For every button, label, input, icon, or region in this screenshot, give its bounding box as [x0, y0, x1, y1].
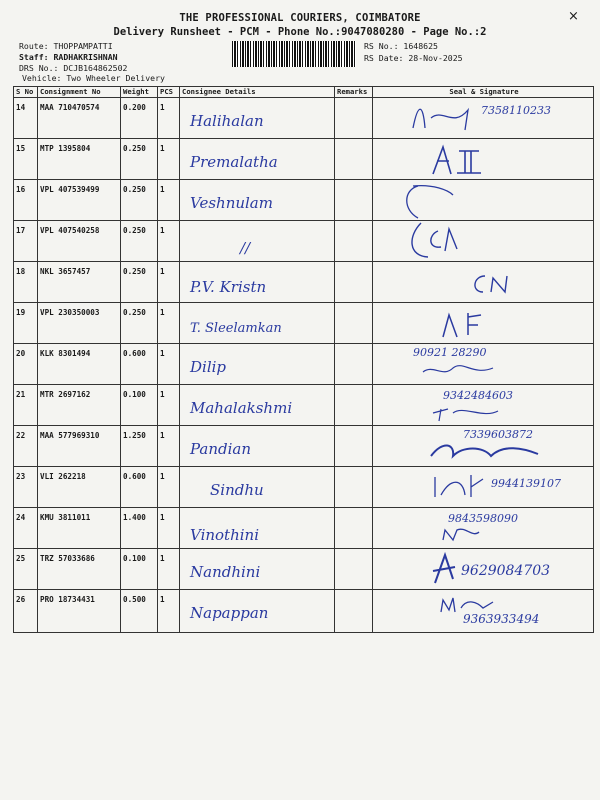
signature-scribble: [373, 139, 593, 179]
remarks-cell: [335, 262, 373, 303]
signature-phone: 9944139107: [491, 477, 561, 490]
pcs-cell: 1: [160, 349, 165, 358]
sno-cell: 19: [16, 308, 26, 317]
signature-cell: [373, 426, 593, 466]
consignment-cell: MTR 2697162: [40, 390, 91, 399]
pcs-cell: 1: [160, 103, 165, 112]
signature-cell: [373, 180, 593, 220]
table-row: [14, 590, 594, 633]
consignee-handwriting: Sindhu: [210, 481, 264, 499]
table-row: [14, 385, 594, 426]
weight-cell: 0.250: [123, 144, 146, 153]
weight-cell: 0.250: [123, 308, 146, 317]
table-row: [14, 180, 594, 221]
remarks-cell: [335, 426, 373, 467]
signature-scribble: [373, 180, 593, 220]
sno-cell: 20: [16, 349, 26, 358]
pcs-cell: 1: [160, 554, 165, 563]
pcs-cell: 1: [160, 595, 165, 604]
staff-label: Staff: RADHAKRISHNAN: [19, 52, 118, 62]
table-row: [14, 549, 594, 590]
pcs-cell: 1: [160, 390, 165, 399]
table-row: [14, 262, 594, 303]
col-header-sno: S No: [14, 87, 38, 98]
consignment-cell: PRO 18734431: [40, 595, 95, 604]
consignment-cell: VPL 407539499: [40, 185, 100, 194]
weight-cell: 0.250: [123, 226, 146, 235]
table-row: [14, 508, 594, 549]
consignee-handwriting: Mahalakshmi: [190, 399, 293, 417]
weight-cell: 0.250: [123, 267, 146, 276]
weight-cell: 0.100: [123, 554, 146, 563]
remarks-cell: [335, 467, 373, 508]
signature-scribble: [373, 303, 593, 343]
barcode-image: [232, 41, 356, 67]
remarks-cell: [335, 303, 373, 344]
remarks-cell: [335, 508, 373, 549]
sno-cell: 22: [16, 431, 26, 440]
signature-cell: [373, 590, 593, 632]
weight-cell: 0.250: [123, 185, 146, 194]
signature-phone: 9363933494: [463, 612, 540, 626]
consignment-cell: MAA 577969310: [40, 431, 100, 440]
pcs-cell: 1: [160, 226, 165, 235]
document-title: THE PROFESSIONAL COURIERS, COIMBATORE: [179, 12, 421, 24]
rs-date: RS Date: 28-Nov-2025: [364, 53, 463, 63]
signature-scribble: [373, 262, 593, 302]
col-header-remarks: Remarks: [335, 87, 373, 98]
remarks-cell: [335, 385, 373, 426]
table-row: [14, 426, 594, 467]
consignee-handwriting: Pandian: [190, 440, 252, 458]
sno-cell: 17: [16, 226, 26, 235]
sno-cell: 25: [16, 554, 26, 563]
runsheet-table: [13, 86, 594, 633]
table-row: [14, 139, 594, 180]
remarks-cell: [335, 549, 373, 590]
col-header-consignment: Consignment No: [38, 87, 121, 98]
consignment-cell: MTP 1395804: [40, 144, 91, 153]
col-header-weight: Weight: [121, 87, 158, 98]
consignment-cell: MAA 710470574: [40, 103, 100, 112]
consignee-handwriting: Nandhini: [190, 563, 261, 581]
table-row: [14, 221, 594, 262]
consignment-cell: VPL 230350003: [40, 308, 100, 317]
signature-cell: [373, 303, 593, 343]
signature-scribble: [373, 221, 593, 261]
sno-cell: 15: [16, 144, 26, 153]
col-header-consignee: Consignee Details: [180, 87, 335, 98]
signature-cell: [373, 508, 593, 548]
table-row: [14, 98, 594, 139]
table-row: [14, 344, 594, 385]
consignment-cell: TRZ 57033686: [40, 554, 95, 563]
pcs-cell: 1: [160, 308, 165, 317]
signature-cell: [373, 98, 593, 138]
signature-cell: [373, 385, 593, 425]
drs-label: DRS No.: DCJB164862502: [19, 63, 128, 73]
signature-phone: 9843598090: [448, 512, 518, 525]
pcs-cell: 1: [160, 185, 165, 194]
sno-cell: 18: [16, 267, 26, 276]
signature-cell: [373, 467, 593, 507]
consignment-cell: VLI 262218: [40, 472, 86, 481]
close-icon[interactable]: ×: [568, 9, 579, 24]
signature-phone: 7358110233: [481, 104, 551, 117]
weight-cell: 0.600: [123, 472, 146, 481]
consignee-handwriting: Halihalan: [190, 112, 264, 130]
signature-cell: [373, 549, 593, 589]
remarks-cell: [335, 139, 373, 180]
signature-cell: [373, 344, 593, 384]
table-header-row: [14, 87, 594, 98]
signature-cell: [373, 221, 593, 261]
weight-cell: 1.250: [123, 431, 146, 440]
rs-number: RS No.: 1648625: [364, 41, 438, 51]
consignment-cell: NKL 3657457: [40, 267, 91, 276]
consignee-handwriting: Veshnulam: [190, 194, 273, 212]
pcs-cell: 1: [160, 513, 165, 522]
consignee-handwriting: P.V. Kristn: [190, 278, 267, 296]
pcs-cell: 1: [160, 472, 165, 481]
sno-cell: 26: [16, 595, 26, 604]
sno-cell: 24: [16, 513, 26, 522]
remarks-cell: [335, 221, 373, 262]
vehicle-label: Vehicle: Two Wheeler Delivery: [22, 73, 165, 83]
pcs-cell: 1: [160, 267, 165, 276]
weight-cell: 0.500: [123, 595, 146, 604]
col-header-pcs: PCS: [158, 87, 180, 98]
pcs-cell: 1: [160, 144, 165, 153]
consignee-handwriting: Dilip: [190, 358, 227, 376]
signature-cell: [373, 262, 593, 302]
signature-cell: [373, 139, 593, 179]
table-row: [14, 467, 594, 508]
sno-cell: 16: [16, 185, 26, 194]
signature-phone: 9629084703: [461, 563, 551, 579]
weight-cell: 0.100: [123, 390, 146, 399]
remarks-cell: [335, 180, 373, 221]
pcs-cell: 1: [160, 431, 165, 440]
sno-cell: 23: [16, 472, 26, 481]
consignee-handwriting: Premalatha: [190, 153, 278, 171]
runsheet-subtitle: Delivery Runsheet - PCM - Phone No.:9047080280 - Page No.:2: [113, 26, 487, 38]
consignment-cell: KLK 8301494: [40, 349, 91, 358]
consignment-cell: KMU 3811011: [40, 513, 91, 522]
consignee-handwriting: T. Sleelamkan: [190, 321, 282, 336]
signature-phone: 7339603872: [463, 428, 533, 441]
remarks-cell: [335, 590, 373, 633]
col-header-signature: Seal & Signature: [373, 87, 594, 98]
consignee-handwriting: Napappan: [190, 604, 269, 622]
sno-cell: 21: [16, 390, 26, 399]
weight-cell: 1.400: [123, 513, 146, 522]
weight-cell: 0.600: [123, 349, 146, 358]
remarks-cell: [335, 344, 373, 385]
consignee-handwriting: //: [240, 239, 251, 257]
weight-cell: 0.200: [123, 103, 146, 112]
sno-cell: 14: [16, 103, 26, 112]
remarks-cell: [335, 98, 373, 139]
signature-phone: 90921 28290: [413, 346, 487, 359]
consignment-cell: VPL 407540258: [40, 226, 100, 235]
signature-phone: 9342484603: [443, 389, 513, 402]
route-label: Route: THOPPAMPATTI: [19, 41, 113, 51]
consignee-handwriting: Vinothini: [190, 526, 260, 544]
table-row: [14, 303, 594, 344]
